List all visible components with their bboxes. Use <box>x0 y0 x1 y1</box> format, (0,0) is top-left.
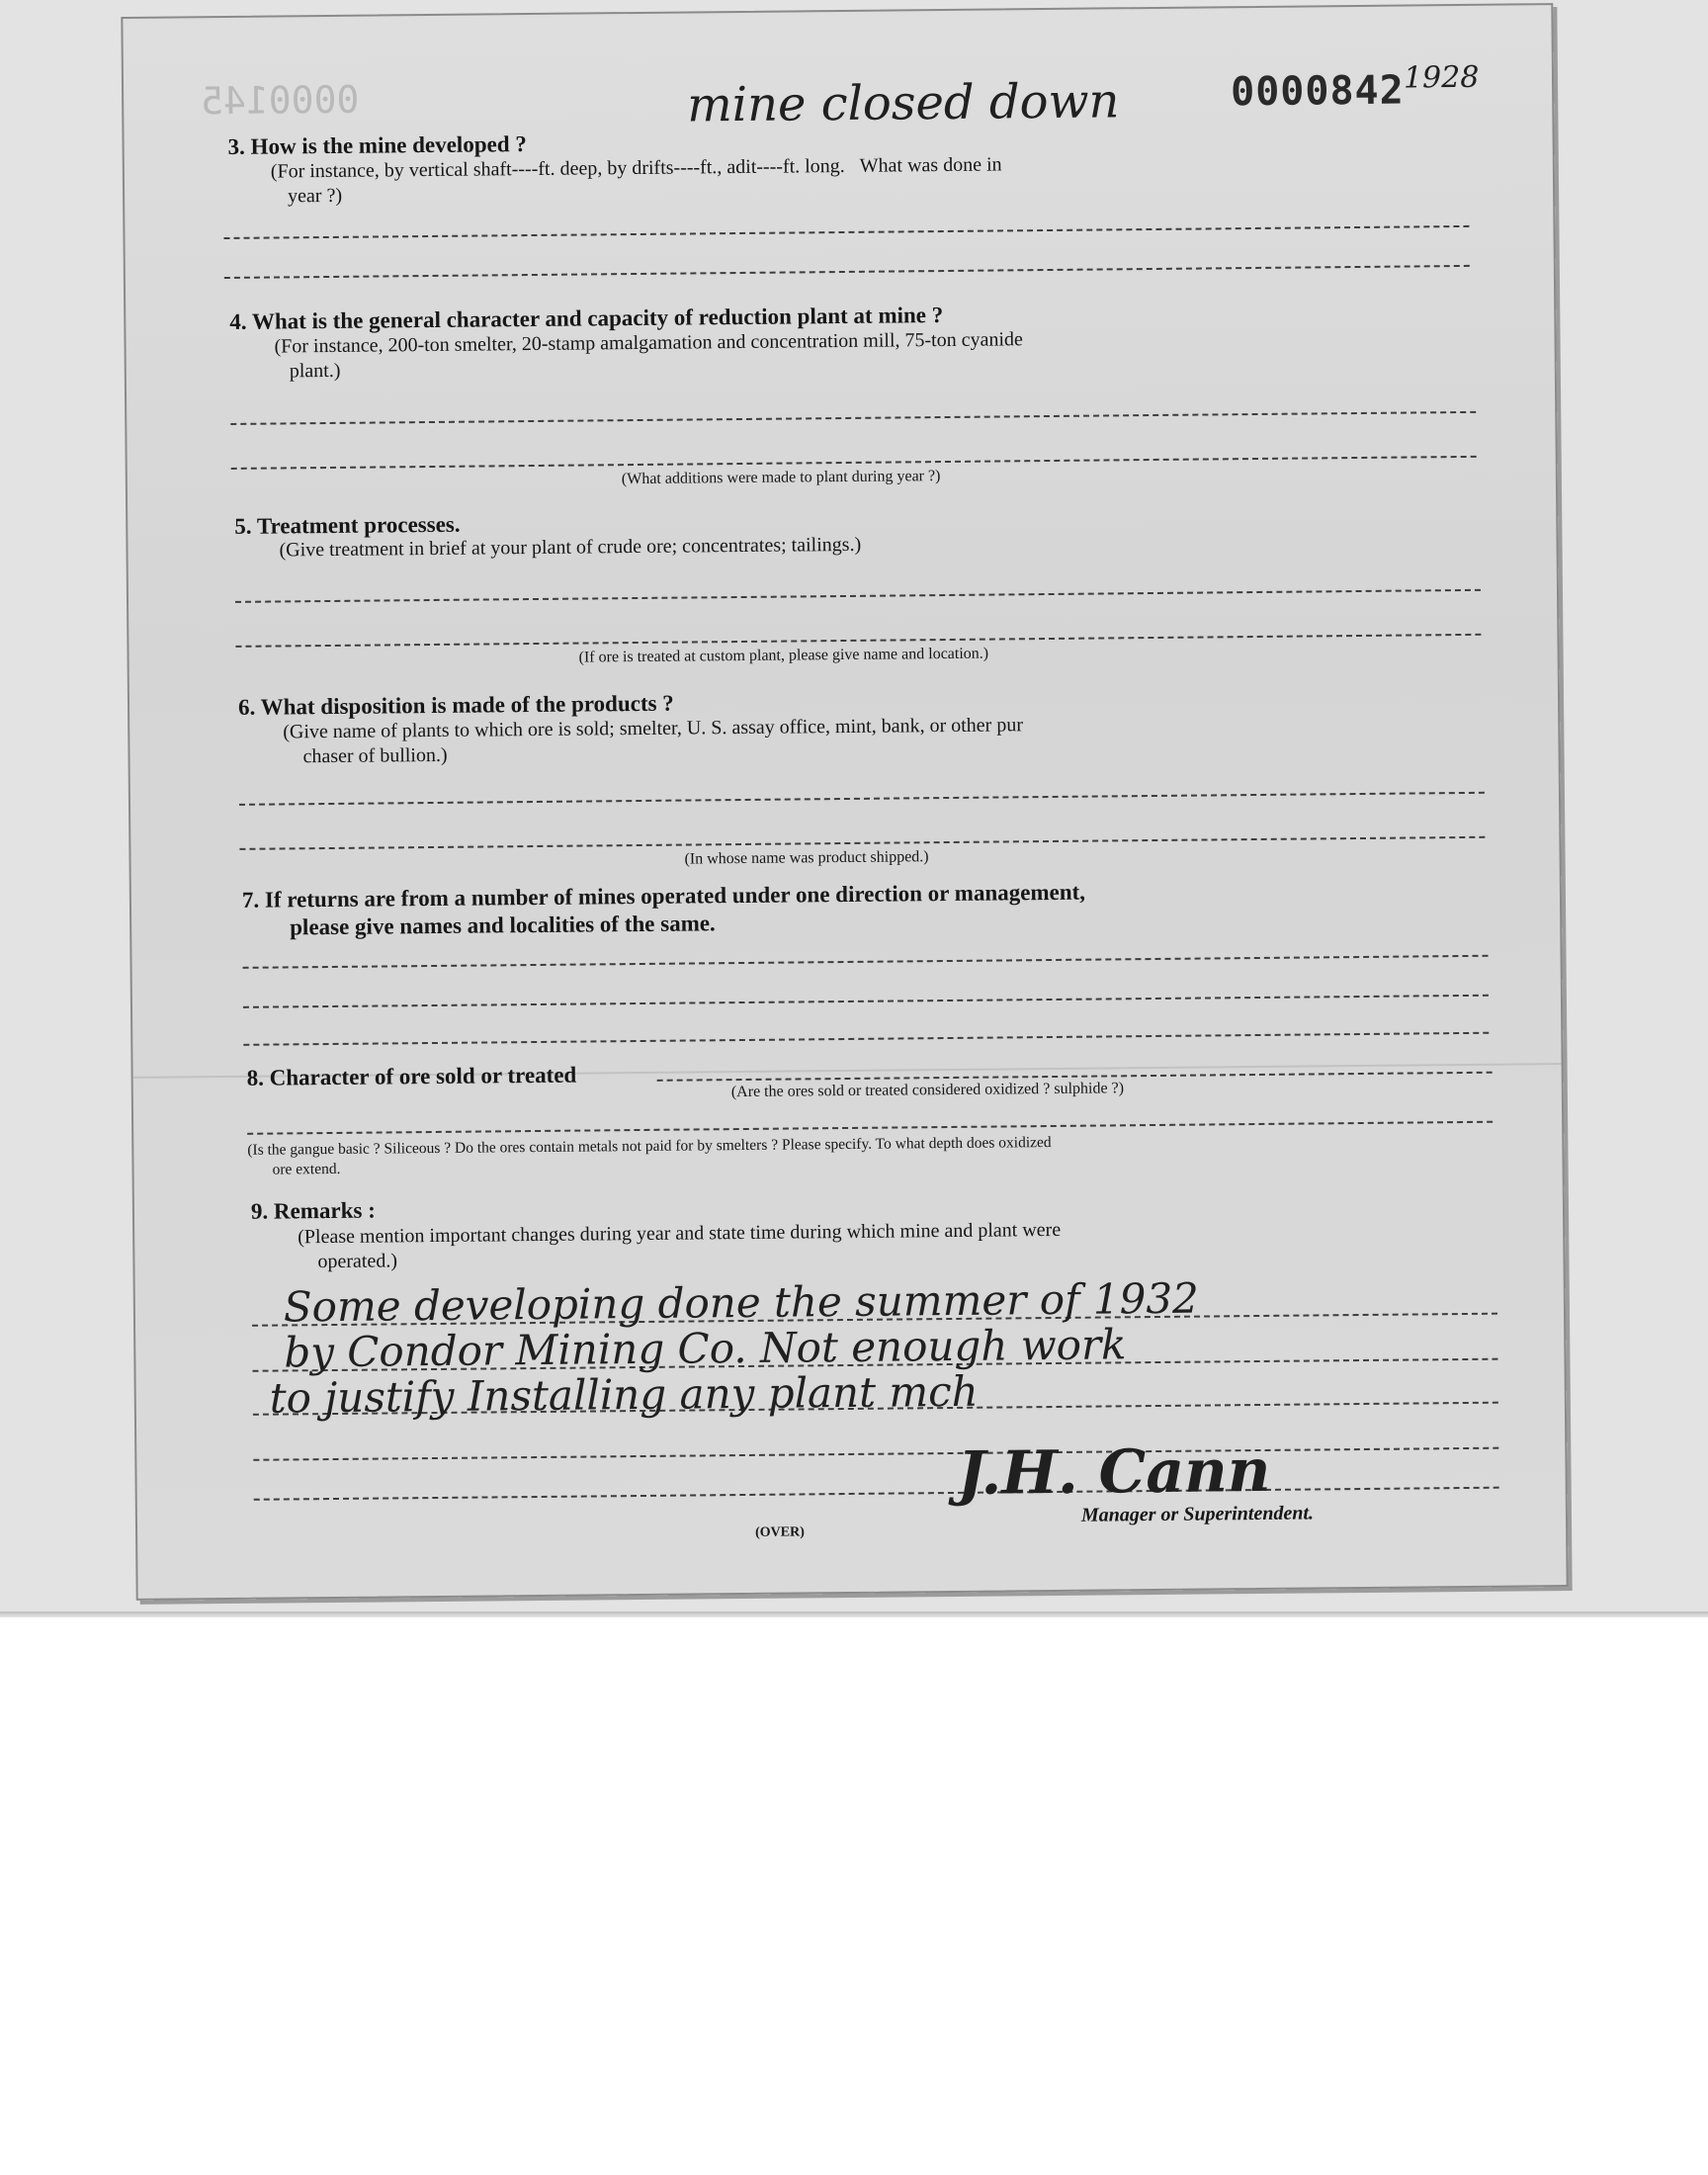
question-4-instructions-cont: plant.) <box>289 359 341 383</box>
answer-line-q8-1 <box>247 1121 1493 1135</box>
answer-line-q3-2 <box>224 265 1470 279</box>
question-5-caption: (If ore is treated at custom plant, please give name and location.) <box>578 645 989 666</box>
question-5-label: 5. Treatment processes. <box>234 511 461 539</box>
question-9-instructions-cont: operated.) <box>317 1250 398 1273</box>
question-8-caption: (Is the gangue basic ? Siliceous ? Do the ores contain metals not paid for by smelters ? Please specify. To what depth does oxidized <box>247 1134 1052 1159</box>
answer-line-q7-1 <box>243 955 1489 969</box>
answer-line-q6-2 <box>239 836 1485 850</box>
handwritten-year: 1928 <box>1403 59 1480 96</box>
question-4-instructions: (For instance, 200-ton smelter, 20-stamp amalgamation and concentration mill, 75-ton cyanide <box>274 328 1023 358</box>
form-sheet <box>121 3 1568 1601</box>
question-8-label: 8. Character of ore sold or treated <box>246 1062 577 1090</box>
scan-edge <box>0 1611 1708 1617</box>
manager-signature: J.H. Cann <box>957 1436 1271 1509</box>
question-7-label-cont: please give names and localities of the same. <box>290 911 716 940</box>
answer-line-q7-3 <box>243 1032 1489 1046</box>
question-4-label: 4. What is the general character and capacity of reduction plant at mine ? <box>229 303 944 334</box>
remarks-line-4 <box>253 1447 1498 1461</box>
question-8-caption-cont: ore extend. <box>272 1160 341 1178</box>
question-9-label: 9. Remarks : <box>250 1197 376 1224</box>
question-9-instructions: (Please mention important changes during year and state time during which mine and plant were <box>298 1218 1062 1249</box>
handwritten-mine-status: mine closed down <box>686 73 1120 133</box>
document-number-stamp: 0000842 <box>1230 67 1405 116</box>
question-6-label: 6. What disposition is made of the products ? <box>237 690 674 720</box>
answer-line-q5-1 <box>235 589 1481 603</box>
handwritten-remarks-line-2: by Condor Mining Co. Not enough work <box>284 1320 1127 1377</box>
handwritten-remarks-line-1: Some developing done the summer of 1932 <box>283 1273 1199 1332</box>
question-4-caption: (What additions were made to plant during year ?) <box>621 468 941 488</box>
answer-line-q6-1 <box>239 792 1485 806</box>
answer-line-q3-1 <box>223 225 1469 239</box>
question-3-instructions: (For instance, by vertical shaft----ft. deep, by drifts----ft., adit----ft. long. What was done in <box>270 153 1002 183</box>
remarks-line-5 <box>254 1487 1499 1501</box>
question-3-instructions-cont: year ?) <box>287 184 343 208</box>
answer-line-q4-1 <box>230 411 1476 425</box>
question-7-label: 7. If returns are from a number of mines operated under one direction or management, <box>241 879 1086 913</box>
answer-line-q5-2 <box>235 634 1481 648</box>
signature-title: Manager or Superintendent. <box>1080 1502 1315 1526</box>
mirrored-stamp-number: 0000145 <box>200 77 360 124</box>
question-8-caption-right: (Are the ores sold or treated considered oxidized ? sulphide ?) <box>730 1080 1125 1101</box>
question-3-label: 3. How is the mine developed ? <box>227 131 527 159</box>
question-6-caption: (In whose name was product shipped.) <box>684 848 929 868</box>
question-6-instructions: (Give name of plants to which ore is sold; smelter, U. S. assay office, mint, bank, or other pur <box>283 714 1024 743</box>
question-5-instructions: (Give treatment in brief at your plant of crude ore; concentrates; tailings.) <box>279 533 862 562</box>
answer-line-q4-2 <box>231 456 1477 470</box>
answer-line-q7-2 <box>243 995 1489 1008</box>
question-6-instructions-cont: chaser of bullion.) <box>302 743 448 768</box>
handwritten-remarks-line-3: to justify Installing any plant mch <box>269 1366 979 1423</box>
over-indicator: (OVER) <box>755 1524 805 1540</box>
